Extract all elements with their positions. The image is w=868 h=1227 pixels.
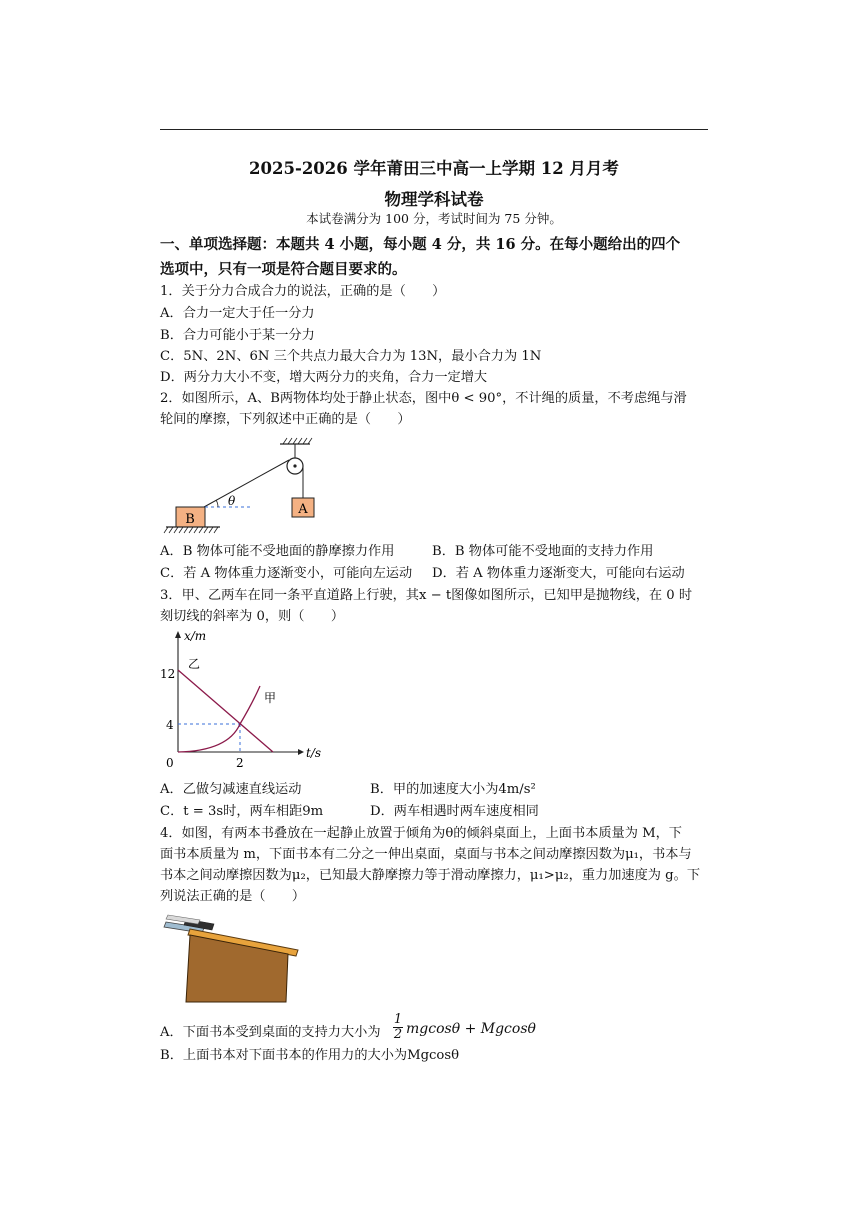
q2-option-a: A．B 物体可能不受地面的静摩擦力作用: [160, 544, 395, 559]
q3-x-axis-label: t/s: [306, 746, 322, 760]
q2-option-b: B．B 物体可能不受地面的支持力作用: [432, 544, 654, 559]
q3-origin-label: 0: [166, 756, 174, 770]
q4-option-a-expression: mgcosθ + Mgcosθ: [406, 1021, 536, 1037]
q1-option-a: A．合力一定大于任一分力: [160, 306, 315, 321]
q3-series-jia-label: 甲: [264, 691, 277, 705]
q2-label-theta: θ: [228, 494, 236, 508]
q3-y-tick-4: 4: [166, 718, 174, 732]
q4-option-a-fraction: [393, 1013, 403, 1042]
q2-pulley-figure: [158, 434, 318, 540]
exam-title: 2025-2026 学年莆田三中高一上学期 12 月月考: [249, 159, 619, 178]
q1-option-c: C．5N、2N、6N 三个共点力最大合力为 13N，最小合力为 1N: [160, 349, 542, 364]
q3-y-tick-12: 12: [160, 667, 176, 681]
q3-y-axis-label: x/m: [184, 629, 207, 643]
q3-option-d: D．两车相遇时两车速度相同: [370, 804, 539, 819]
exam-subtitle: 物理学科试卷: [384, 190, 484, 209]
q2-label-b: B: [185, 512, 195, 527]
q3-option-c: C．t = 3s时，两车相距9m: [160, 804, 324, 819]
q1-stem: 1．关于分力合成合力的说法，正确的是（ ）: [160, 284, 446, 299]
section-heading-line1: 一、单项选择题：本题共 4 小题，每小题 4 分，共 16 分。在每小题给出的四个: [160, 236, 681, 253]
q4-fraction-denominator: 2: [393, 1027, 403, 1042]
q4-stem-line4: 列说法正确的是（ ）: [160, 889, 306, 904]
section-heading-line2: 选项中，只有一项是符合题目要求的。: [160, 261, 407, 278]
q3-series-yi-label: 乙: [188, 657, 201, 671]
q2-stem-line1: 2．如图所示，A、B两物体均处于静止状态，图中θ < 90°，不计绳的质量，不考虑绳与滑: [160, 391, 687, 406]
q1-option-d: D．两分力大小不变，增大两分力的夹角，合力一定增大: [160, 370, 488, 385]
q3-x-tick-2: 2: [236, 756, 244, 770]
q2-option-c: C．若 A 物体重力逐渐变小，可能向左运动: [160, 566, 413, 581]
q4-fraction-numerator: 1: [393, 1012, 403, 1027]
q3-stem-line1: 3．甲、乙两车在同一条平直道路上行驶，其x − t图像如图所示，已知甲是抛物线，在 0 时: [160, 588, 693, 603]
q3-stem-line2: 刻切线的斜率为 0，则（ ）: [160, 609, 345, 624]
q2-label-a: A: [298, 502, 308, 517]
q4-option-b: B．上面书本对下面书本的作用力的大小为Mgcosθ: [160, 1048, 460, 1063]
q1-option-b: B．合力可能小于某一分力: [160, 328, 315, 343]
q2-option-d: D．若 A 物体重力逐渐变大，可能向右运动: [432, 566, 685, 581]
q3-option-b: B．甲的加速度大小为4m/s²: [370, 782, 536, 797]
q3-option-a: A．乙做匀减速直线运动: [160, 782, 302, 797]
exam-note: 本试卷满分为 100 分，考试时间为 75 分钟。: [306, 211, 562, 226]
q4-desk-figure: [160, 908, 310, 1008]
q4-stem-line2: 面书本质量为 m，下面书本有二分之一伸出桌面，桌面与书本之间动摩擦因数为μ₁，书本与: [160, 847, 692, 862]
q4-option-a-text: A．下面书本受到桌面的支持力大小为: [160, 1025, 381, 1040]
header-rule: [160, 129, 708, 130]
q3-xt-graph: [158, 626, 328, 774]
q2-stem-line2: 轮间的摩擦，下列叙述中正确的是（ ）: [160, 412, 411, 427]
q4-stem-line3: 书本之间动摩擦因数为μ₂，已知最大静摩擦力等于滑动摩擦力，μ₁>μ₂，重力加速度为 g。下: [160, 868, 701, 883]
q4-stem-line1: 4．如图，有两本书叠放在一起静止放置于倾角为θ的倾斜桌面上，上面书本质量为 M，下: [160, 826, 682, 841]
